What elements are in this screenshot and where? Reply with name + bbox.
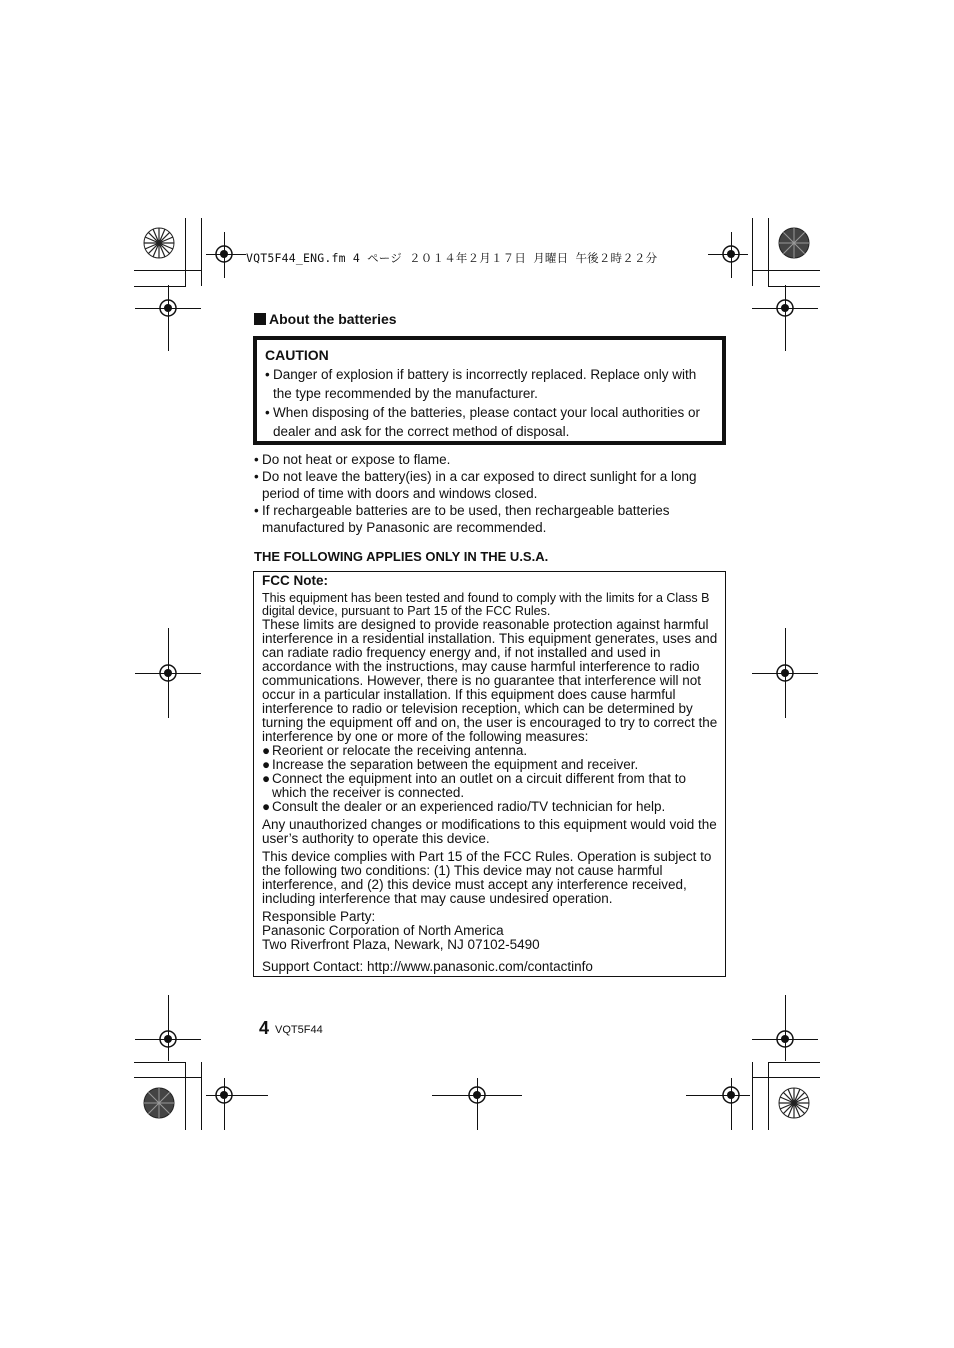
- battery-note: [254, 502, 724, 536]
- fcc-measure: [262, 800, 720, 814]
- fcc-note-box: [253, 571, 726, 977]
- registration-target-icon: [775, 298, 795, 318]
- battery-note-text: Do not heat or expose to flame.: [262, 452, 451, 467]
- bullet-icon: •: [254, 469, 259, 484]
- battery-note-text: Do not leave the battery(ies) in a car exposed to direct sunlight for a long period of time with doors and windows closed.: [262, 469, 697, 501]
- filled-circle-bullet-icon: ●: [262, 771, 271, 786]
- registration-target-icon: [214, 244, 234, 264]
- battery-note: [254, 468, 724, 502]
- star-target-icon: [143, 227, 175, 259]
- page-number: 4: [259, 1018, 270, 1038]
- filled-circle-bullet-icon: ●: [262, 743, 271, 758]
- caution-title: CAUTION: [265, 347, 329, 363]
- registration-target-icon: [721, 1085, 741, 1105]
- fcc-note-content: [262, 574, 720, 974]
- caution-item-text: Danger of explosion if battery is incorrectly replaced. Replace only with the type recommended by the manufacturer.: [273, 367, 697, 401]
- bullet-icon: •: [254, 452, 259, 467]
- batteries-heading: [254, 311, 397, 327]
- registration-target-icon: [214, 1085, 234, 1105]
- fcc-title: FCC Note:: [262, 573, 328, 588]
- square-bullet-icon: [254, 313, 266, 325]
- fcc-intro: This equipment has been tested and found to comply with the limits for a Class B digital device, pursuant to Part 15 of the FCC Rules.: [262, 591, 710, 618]
- bullet-icon: •: [265, 405, 270, 420]
- responsible-party-name: Panasonic Corporation of North America: [262, 923, 504, 938]
- usa-heading: THE FOLLOWING APPLIES ONLY IN THE U.S.A.: [254, 549, 549, 564]
- fcc-measure-text: Increase the separation between the equipment and receiver.: [272, 757, 639, 772]
- support-contact: Support Contact: http://www.panasonic.com/contactinfo: [262, 959, 593, 974]
- fcc-measure-text: Connect the equipment into an outlet on a circuit different from that to which the receiver is connected.: [272, 771, 686, 800]
- registration-target-icon: [775, 1029, 795, 1049]
- responsible-party-label: Responsible Party:: [262, 909, 376, 924]
- registration-target-icon: [775, 663, 795, 683]
- print-info-header: VQT5F44_ENG.fm 4 ページ ２０１４年２月１７日 月曜日 午後２時２２分: [246, 251, 658, 265]
- registration-target-icon: [158, 1029, 178, 1049]
- fcc-measure: [262, 758, 720, 772]
- model-code: VQT5F44: [275, 1024, 323, 1036]
- registration-target-icon: [158, 663, 178, 683]
- star-target-icon: [778, 227, 810, 259]
- fcc-paragraph-limits: These limits are designed to provide reasonable protection against harmful interference in a residential installation. This equipment generates, uses and can radiate radio frequency energy and, if not installed and used in accordance with the instructions, may cause harmful interference to radio communications. However, there is no guarantee that interference will not occur in a particular installation. If this equipment does cause harmful interference to radio or television reception, which can be determined by turning the equipment off and on, the user is encouraged to try to correct the interference by one or more of the following measures:: [262, 617, 718, 744]
- star-target-icon: [778, 1087, 810, 1119]
- fcc-measure: [262, 744, 720, 758]
- battery-note: [254, 451, 724, 468]
- registration-target-icon: [467, 1085, 487, 1105]
- responsible-party: [262, 910, 720, 952]
- fcc-measure: [262, 772, 720, 800]
- batteries-heading-text: About the batteries: [269, 311, 397, 327]
- filled-circle-bullet-icon: ●: [262, 799, 271, 814]
- filled-circle-bullet-icon: ●: [262, 757, 271, 772]
- caution-item: [265, 403, 717, 441]
- bullet-icon: •: [254, 503, 259, 518]
- caution-list: [265, 365, 717, 441]
- caution-box: [253, 336, 726, 445]
- fcc-paragraph-modifications: Any unauthorized changes or modifications to this equipment would void the user’s authority to operate this device.: [262, 817, 717, 846]
- fcc-paragraph-part15: This device complies with Part 15 of the FCC Rules. Operation is subject to the following two conditions: (1) This device may not cause harmful interference, and (2) this device must accept any interference received, including interference that may cause undesired operation.: [262, 849, 712, 906]
- battery-notes-list: [254, 451, 724, 536]
- fcc-measure-text: Consult the dealer or an experienced radio/TV technician for help.: [272, 799, 666, 814]
- fcc-measure-text: Reorient or relocate the receiving antenna.: [272, 743, 528, 758]
- caution-item-text: When disposing of the batteries, please contact your local authorities or dealer and ask for the correct method of disposal.: [273, 405, 700, 439]
- registration-target-icon: [158, 298, 178, 318]
- battery-note-text: If rechargeable batteries are to be used, then rechargeable batteries manufactured by Panasonic are recommended.: [262, 503, 670, 535]
- responsible-party-address: Two Riverfront Plaza, Newark, NJ 07102-5490: [262, 937, 540, 952]
- fcc-measures-list: [262, 744, 720, 814]
- star-target-icon: [143, 1087, 175, 1119]
- caution-item: [265, 365, 717, 403]
- bullet-icon: •: [265, 367, 270, 382]
